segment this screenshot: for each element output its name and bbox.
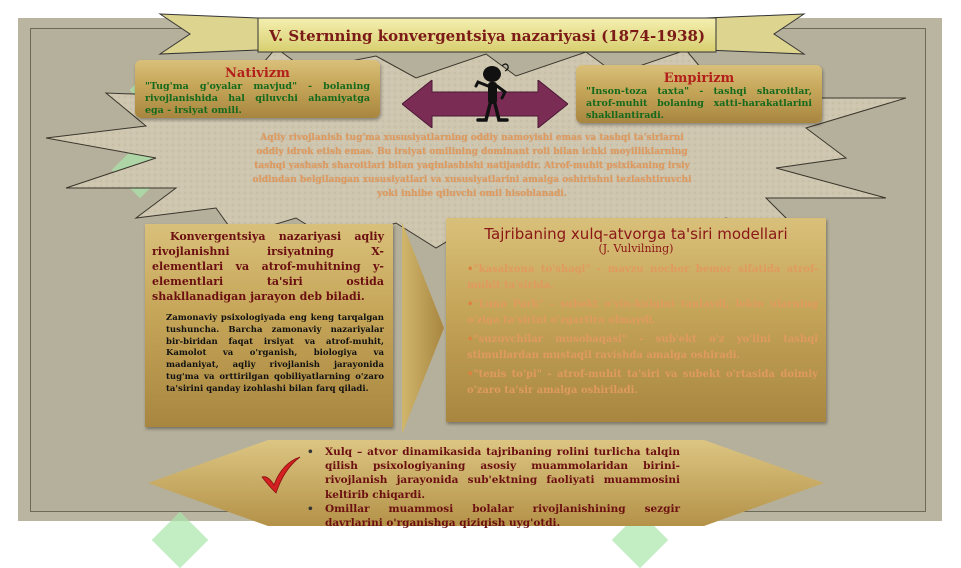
list-item: •"tenis to'pi" - atrof-muhit ta'siri va subekt o'rtasida doimiy o'zaro ta'sir amalga oshiriladi. bbox=[467, 369, 818, 396]
starburst-text: Aqliy rivojlanish tug'ma xususiyatlarning oddiy namoyishi emas va tashqi ta'sirlarni oddiy idrok etish emas. Bu irsiyat omilining dominant roli bilan ichki moyilliklarning tashqi yashash sharoitlari bilan yaqinlashishi natijasidir. Atrof-muhit psixikaning irsiy oldindan belgilangan xususiyatlari va xususiyatlarini amalga oshirishni tezlashtiruvchi yoki inhibe qiluvchi omil hisoblanadi. bbox=[252, 133, 692, 199]
nativizm-box bbox=[135, 60, 380, 118]
right-pointing-arrow bbox=[402, 222, 444, 434]
nativizm-title: Nativizm bbox=[225, 66, 290, 81]
modern-psychology-note: Zamonaviy psixologiyada eng keng tarqalgan tushuncha. Barcha zamonaviy nazariyalar bir-biridan faqat irsiyat va atrof-muhit, Kamolot va o'rganish, biologiya va madaniyat, aqliy rivojlanish jarayonida tug'ma va orttirilgan qobiliyatlarning o'zaro ta'sirini qanday izohlashi bilan farq qiladi. bbox=[166, 313, 384, 394]
list-item: • Omillar muammosi bolalar rivojlanishining sezgir davrlarini o'rganishga qiziqish uyg'otdi. bbox=[306, 502, 680, 530]
empirizm-title: Empirizm bbox=[663, 71, 735, 86]
thinking-figure-icon bbox=[466, 62, 518, 124]
nativizm-text: "Tug'ma g'oyalar mavjud" - bolaning rivojlanishida hal qiluvchi ahamiyatga ega - irsiyat omili. bbox=[145, 81, 370, 116]
models-list bbox=[467, 262, 818, 402]
models-title: Tajribaning xulq-atvorga ta'siri modellari bbox=[484, 225, 788, 243]
slide-title: V. Sternning konvergentsiya nazariyasi (1874-1938) bbox=[268, 27, 706, 45]
list-item: •"Luna Park" - subekt o'yin-kulgini tanlaydi, lekin ularning o'ziga ta'sirini o'zgartira olmaydi. bbox=[467, 299, 818, 326]
list-item: • Xulq – atvor dinamikasida tajribaning rolini turlicha talqin qilish psixologiyaning asosiy muammolaridan birini-rivojlanish jarayonida sub'ektning faoliyati muammosini keltirib chiqardi. bbox=[306, 445, 680, 502]
empirizm-text: "Inson-toza taxta" - tashqi sharoitlar, atrof-muhit bolaning xatti-harakatlarini shakllantiradi. bbox=[586, 86, 812, 121]
list-item: •"suzuvchilar musobaqasi" - sub'ekt o'z yo'lini tashqi stimullardan mustaqil ravishda amalga oshiradi. bbox=[467, 334, 818, 361]
bottom-list bbox=[306, 445, 680, 530]
models-subtitle: (J. Vulvilning) bbox=[598, 242, 674, 255]
empirizm-box bbox=[576, 65, 822, 123]
checkmark-icon bbox=[258, 455, 302, 497]
convergence-definition: Konvergentsiya nazariyasi aqliy rivojlanishni irsiyatning X-elementlari va atrof-muhitning y-elementlari ta'siri ostida shakllanadigan jarayon deb biladi. bbox=[152, 230, 384, 303]
list-item: •"kasalxona to'shagi" - mavzu nochor bemor sifatida atrof-muhit ta'sirida. bbox=[467, 264, 818, 291]
